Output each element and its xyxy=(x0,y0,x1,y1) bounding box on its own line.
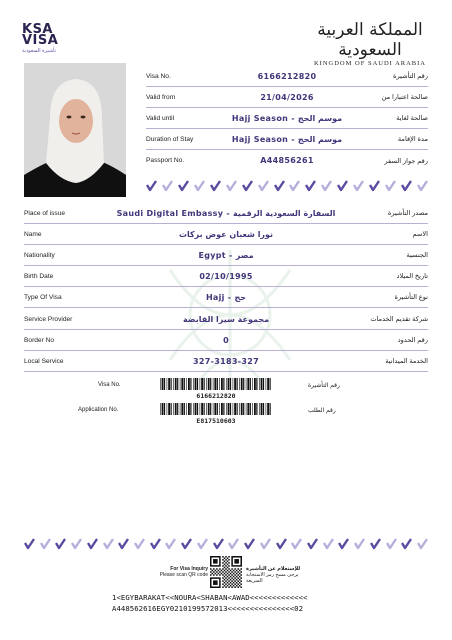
barcode-label: Visa No. xyxy=(98,382,121,388)
check-mark-icon xyxy=(55,538,66,550)
check-mark-icon xyxy=(417,538,428,550)
check-mark-icon xyxy=(194,180,205,192)
field-label: Place of issue xyxy=(24,209,66,217)
barcode-application-no xyxy=(0,403,452,437)
field-label: Passport No. xyxy=(146,157,185,164)
check-mark-icon xyxy=(87,538,98,550)
check-mark-icon xyxy=(337,180,348,192)
mrz-line-2: A448562616EGY0210199572013<<<<<<<<<<<<<<<02 xyxy=(112,604,304,613)
field-label-ar: شركة تقديم الخدمات xyxy=(370,316,428,323)
check-mark-icon xyxy=(307,538,318,550)
field-value: Hajj Season - موسم الحج xyxy=(231,113,343,123)
field-label: Duration of Stay xyxy=(146,135,194,143)
field-place-of-issue xyxy=(24,203,428,224)
barcode-number: E817510603 xyxy=(196,417,236,425)
check-mark-icon xyxy=(305,180,316,192)
check-mark-icon xyxy=(385,180,396,192)
field-label-ar: صالحة لغاية xyxy=(396,115,428,122)
check-mark-icon xyxy=(181,538,192,550)
check-mark-icon xyxy=(228,538,239,550)
check-mark-icon xyxy=(289,180,300,192)
check-mark-icon xyxy=(369,180,380,192)
field-label: Nationality xyxy=(24,251,55,259)
check-mark-icon xyxy=(24,538,35,550)
field-visa-no xyxy=(146,66,428,87)
check-mark-icon xyxy=(226,180,237,192)
check-mark-icon xyxy=(242,180,253,192)
kingdom-logo xyxy=(310,20,430,67)
inquiry-sub-ar: يرجى مسح رمز الاستجابة السريعة xyxy=(246,572,299,584)
field-service-provider xyxy=(24,309,428,330)
applicant-photo xyxy=(24,63,126,197)
check-mark-icon xyxy=(401,180,412,192)
check-mark-icon xyxy=(353,180,364,192)
field-label: Service Provider xyxy=(24,315,73,323)
field-value: 02/10/1995 xyxy=(199,271,253,281)
ksa-logo-line3: تأشيرة السعودية xyxy=(22,48,57,54)
check-mark-icon xyxy=(162,180,173,192)
check-mark-icon xyxy=(276,538,287,550)
field-label-ar: رقم جواز السفر xyxy=(384,157,428,165)
check-mark-icon xyxy=(40,538,51,550)
field-label: Birth Date xyxy=(24,272,54,280)
barcode-label: Application No. xyxy=(78,407,119,413)
field-value: Hajj Season - موسم الحج xyxy=(231,134,343,144)
field-name xyxy=(24,224,428,245)
mrz-line-1: 1<EGYBARAKAT<<NOURA<SHABAN<AWAD<<<<<<<<<<<<< xyxy=(112,593,308,602)
barcode-label-ar: رقم التأشيرة xyxy=(308,383,340,389)
field-label: Local Service xyxy=(24,357,64,365)
field-value: مجموعة سيرا القابضة xyxy=(182,314,270,324)
field-label-ar: صالحة اعتبارا من xyxy=(381,94,428,101)
field-type-of-visa xyxy=(24,287,428,308)
field-label: Type Of Visa xyxy=(24,293,62,301)
check-mark-icon xyxy=(210,180,221,192)
check-mark-icon xyxy=(165,538,176,550)
check-mark-icon xyxy=(274,180,285,192)
field-value: 0 xyxy=(223,335,229,345)
field-value: 6166212820 xyxy=(257,71,317,81)
check-mark-icon xyxy=(323,538,334,550)
check-mark-icon xyxy=(417,180,428,192)
barcode-label-ar: رقم الطلب xyxy=(308,408,336,414)
field-label: Valid until xyxy=(146,114,175,122)
field-label-ar: رقم التأشيرة xyxy=(392,73,428,80)
field-birth-date xyxy=(24,266,428,287)
barcode-number: 6166212820 xyxy=(196,392,236,400)
check-mark-icon xyxy=(146,180,157,192)
check-pattern-top xyxy=(146,180,428,192)
field-label: Border No xyxy=(24,336,55,344)
field-value: 21/04/2026 xyxy=(260,92,314,102)
inquiry-title-ar: للإستعلام عن التأشيرة xyxy=(246,566,301,572)
ksa-logo-line1: KSA xyxy=(22,22,53,37)
check-mark-icon xyxy=(401,538,412,550)
field-label-ar: نوع التأشيرة xyxy=(394,294,428,301)
field-passport-no xyxy=(146,150,428,171)
check-mark-icon xyxy=(260,538,271,550)
ksa-visa-logo xyxy=(22,24,68,54)
check-mark-icon xyxy=(178,180,189,192)
check-mark-icon xyxy=(321,180,332,192)
field-valid-until xyxy=(146,108,428,129)
check-mark-icon xyxy=(386,538,397,550)
check-mark-icon xyxy=(213,538,224,550)
field-label-ar: الاسم xyxy=(412,231,428,238)
field-label-ar: تاريخ الميلاد xyxy=(396,273,428,280)
field-value: Egypt - مصر xyxy=(198,250,254,260)
check-mark-icon xyxy=(103,538,114,550)
check-mark-icon xyxy=(134,538,145,550)
visa-inquiry-en xyxy=(148,566,208,578)
inquiry-sub-en: Please scan QR code xyxy=(159,572,208,578)
check-mark-icon xyxy=(244,538,255,550)
inquiry-title-en: For Visa Inquiry xyxy=(170,566,208,572)
ksa-logo-line2: VISA xyxy=(22,33,59,48)
kingdom-name-en: KINGDOM OF SAUDI ARABIA xyxy=(313,60,427,67)
check-mark-icon xyxy=(338,538,349,550)
barcode-graphic xyxy=(160,378,272,390)
check-mark-icon xyxy=(71,538,82,550)
field-value: Saudi Digital Embassy - السفارة السعودية الرقمية xyxy=(116,208,336,218)
visa-inquiry-ar xyxy=(246,566,312,584)
field-label-ar: مصدر التأشيرة xyxy=(387,210,428,217)
check-mark-icon xyxy=(291,538,302,550)
field-value: Hajj - حج xyxy=(205,292,247,302)
check-mark-icon xyxy=(197,538,208,550)
field-local-service xyxy=(24,351,428,372)
check-mark-icon xyxy=(258,180,269,192)
check-mark-icon xyxy=(354,538,365,550)
field-value: نورا شعبان عوض بركات xyxy=(178,229,274,239)
field-label: Name xyxy=(24,230,42,238)
field-label-ar: مدة الإقامة xyxy=(397,136,428,143)
check-mark-icon xyxy=(118,538,129,550)
barcode-graphic xyxy=(160,403,272,415)
check-mark-icon xyxy=(370,538,381,550)
field-label: Valid from xyxy=(146,93,176,101)
kingdom-name-ar: المملكة العربية السعودية xyxy=(317,20,423,60)
field-label-ar: الجنسية xyxy=(406,252,428,259)
field-duration-of-stay xyxy=(146,129,428,150)
field-label: Visa No. xyxy=(146,72,171,80)
check-pattern-bottom xyxy=(24,538,428,550)
check-mark-icon xyxy=(150,538,161,550)
field-value: 327-3183-327 xyxy=(193,356,259,366)
field-border-no xyxy=(24,330,428,351)
field-label-ar: الخدمة الميدانية xyxy=(385,358,428,365)
qr-code[interactable] xyxy=(210,556,242,588)
field-value: A44856261 xyxy=(260,156,314,165)
field-nationality xyxy=(24,245,428,266)
field-valid-from xyxy=(146,87,428,108)
field-label-ar: رقم الحدود xyxy=(397,337,428,344)
